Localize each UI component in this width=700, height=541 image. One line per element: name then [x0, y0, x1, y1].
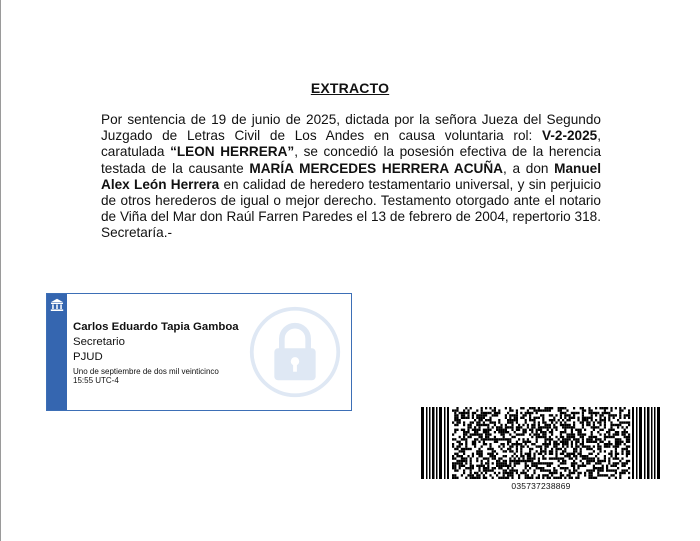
document-body [101, 112, 601, 242]
text-run: en calidad de heredero testamentario universal, y sin perjuicio de otros herederos de igual o mejor derecho. Testamento otorgado ante el notario de Viña del Mar don Raúl Farren Paredes el 13 de febrero de 2004, repertorio 318. Secretaría.- [101, 176, 602, 241]
bold-text-run: Manuel Alex León Herrera [101, 160, 601, 192]
text-run: , a don [502, 160, 555, 176]
text-run: , caratulada [101, 128, 601, 160]
lock-icon [248, 305, 342, 399]
signature-date: Uno de septiembre de dos mil veinticinco [73, 367, 219, 376]
signature-box [46, 293, 352, 411]
bold-text-run: “LEON HERRERA” [170, 144, 295, 160]
bank-icon [50, 298, 64, 312]
bold-text-run: MARÍA MERCEDES HERRERA ACUÑA [249, 160, 503, 176]
signature-time: 15:55 UTC-4 [73, 376, 119, 385]
text-run: , se concedió la posesión efectiva de la herencia testada de la causante [101, 144, 602, 176]
barcode-number: 035737238869 [511, 481, 571, 491]
signer-name: Carlos Eduardo Tapia Gamboa [73, 321, 239, 333]
document-title: EXTRACTO [310, 80, 390, 96]
barcode [421, 407, 661, 479]
signer-organization: PJUD [73, 351, 103, 363]
signer-role: Secretario [73, 336, 125, 348]
bold-text-run: V-2-2025 [542, 128, 598, 144]
text-run: Por sentencia de 19 de junio de 2025, dictada por la señora Jueza del Segundo Juzgado de Letras Civil de Los Andes en causa voluntaria rol: [101, 112, 601, 144]
